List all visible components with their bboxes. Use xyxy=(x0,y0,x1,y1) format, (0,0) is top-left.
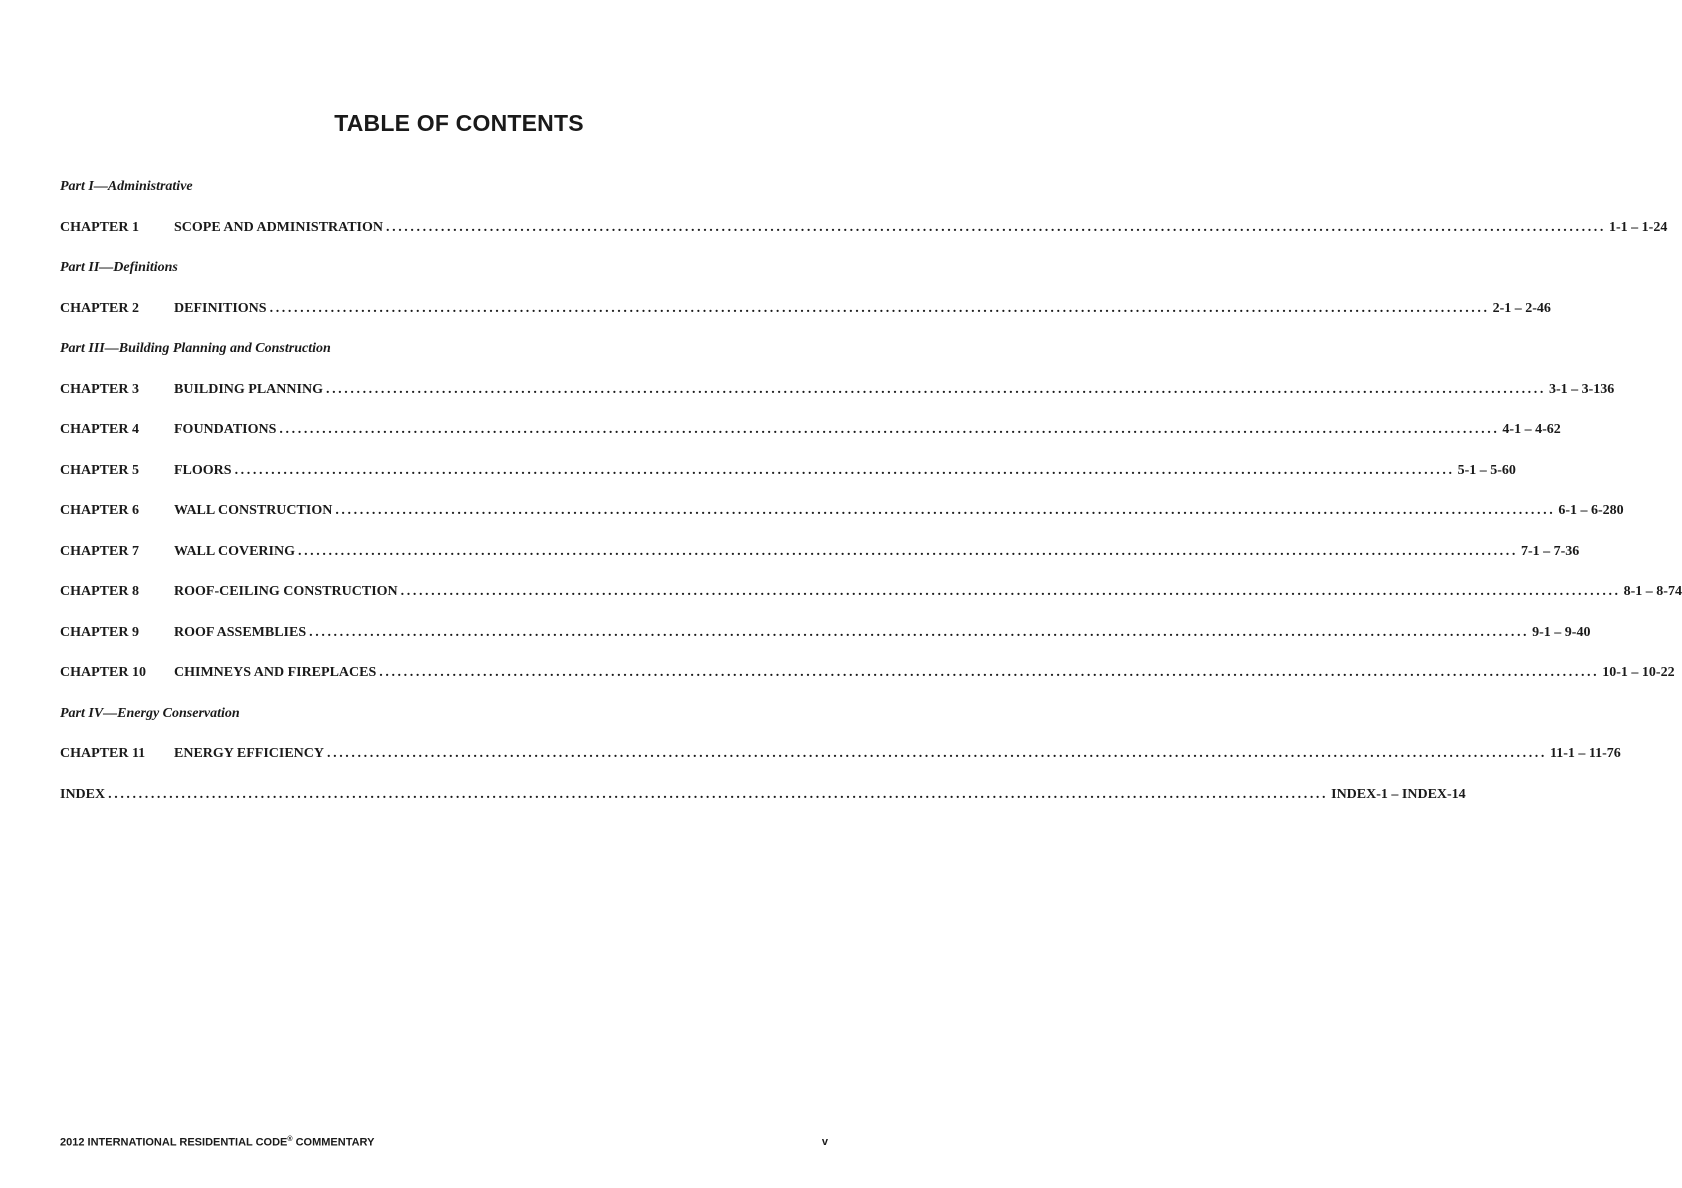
dot-leader: ........................................................................................................................................................................................................ xyxy=(297,543,1518,559)
page-range: 7-1 – 7-36 xyxy=(1520,543,1580,559)
chapter-title: WALL COVERING xyxy=(174,543,295,559)
chapter-title: CHIMNEYS AND FIREPLACES xyxy=(174,665,377,680)
page-range: 3-1 – 3-136 xyxy=(1548,381,1615,397)
page-range: 10-1 – 10-22 xyxy=(1602,665,1675,680)
page-range: 6-1 – 6-280 xyxy=(1558,503,1624,518)
toc-entry[interactable] xyxy=(60,541,1580,563)
chapter-title: INDEX xyxy=(60,786,106,802)
chapter-number: CHAPTER 10 xyxy=(60,665,146,680)
registered-mark: ® xyxy=(287,1136,293,1143)
chapter-number: CHAPTER 9 xyxy=(60,624,139,640)
chapter-title: WALL CONSTRUCTION xyxy=(174,503,333,518)
dot-leader: ........................................................................................................................................................................................................ xyxy=(234,462,1455,478)
chapter-title: ENERGY EFFICIENCY xyxy=(174,746,324,761)
toc-entry[interactable] xyxy=(60,622,1591,644)
toc-entry[interactable] xyxy=(60,662,1675,684)
page-number: v xyxy=(821,1136,828,1148)
part-heading: Part III—Building Planning and Construction xyxy=(60,341,331,356)
toc-entry[interactable] xyxy=(60,298,1551,320)
part-heading: Part II—Definitions xyxy=(60,260,178,275)
footer-title-suffix: COMMENTARY xyxy=(292,1136,375,1149)
toc-entry[interactable] xyxy=(60,419,1561,441)
toc-entry[interactable] xyxy=(60,379,1615,401)
footer-title: 2012 INTERNATIONAL RESIDENTIAL CODE xyxy=(60,1136,288,1149)
page-range: 9-1 – 9-40 xyxy=(1532,624,1591,640)
dot-leader: ........................................................................................................................................................................................................ xyxy=(400,584,1621,599)
page-range: 8-1 – 8-74 xyxy=(1623,584,1682,599)
chapter-number: CHAPTER 3 xyxy=(60,381,139,397)
chapter-title: FOUNDATIONS xyxy=(174,422,277,437)
dot-leader: ........................................................................................................................................................................................................ xyxy=(325,381,1546,397)
chapter-title: BUILDING PLANNING xyxy=(174,381,323,397)
page-range: 11-1 – 11-76 xyxy=(1550,746,1621,761)
toc-entry[interactable] xyxy=(60,500,1624,522)
chapter-number: CHAPTER 8 xyxy=(60,584,139,599)
dot-leader: ........................................................................................................................................................................................................ xyxy=(269,300,1490,316)
dot-leader: ........................................................................................................................................................................................................ xyxy=(386,219,1606,235)
chapter-number: CHAPTER 1 xyxy=(60,219,139,235)
chapter-number: CHAPTER 6 xyxy=(60,503,139,518)
chapter-title: ROOF ASSEMBLIES xyxy=(174,624,307,640)
page-range: 1-1 – 1-24 xyxy=(1609,219,1668,235)
page-title: TABLE OF CONTENTS xyxy=(334,110,584,136)
footer-publication xyxy=(60,1136,374,1149)
chapter-title: SCOPE AND ADMINISTRATION xyxy=(174,219,383,235)
dot-leader: ........................................................................................................................................................................................................ xyxy=(327,746,1547,761)
chapter-title: FLOORS xyxy=(174,462,232,478)
page-range: 4-1 – 4-62 xyxy=(1502,422,1561,437)
chapter-number: CHAPTER 4 xyxy=(60,422,139,437)
chapter-number: CHAPTER 2 xyxy=(60,300,139,316)
toc-entry[interactable] xyxy=(60,460,1516,482)
chapter-number: CHAPTER 11 xyxy=(60,746,146,761)
page-footer xyxy=(60,1136,828,1149)
dot-leader: ........................................................................................................................................................................................................ xyxy=(379,665,1600,680)
table-of-contents xyxy=(60,176,1682,824)
page-range: 2-1 – 2-46 xyxy=(1492,300,1551,316)
dot-leader: ........................................................................................................................................................................................................ xyxy=(335,503,1556,518)
toc-entry[interactable] xyxy=(60,581,1682,603)
toc-entry[interactable] xyxy=(60,217,1668,239)
part-heading: Part I—Administrative xyxy=(60,179,193,194)
dot-leader: ........................................................................................................................................................................................................ xyxy=(279,422,1500,437)
page-range: 5-1 – 5-60 xyxy=(1457,462,1516,478)
part-heading: Part IV—Energy Conservation xyxy=(60,705,240,721)
dot-leader: ........................................................................................................................................................................................................ xyxy=(309,624,1530,640)
chapter-title: DEFINITIONS xyxy=(174,300,267,316)
toc-entry[interactable] xyxy=(60,784,1466,806)
toc-entry[interactable] xyxy=(60,743,1621,765)
page-range: INDEX-1 – INDEX-14 xyxy=(1331,786,1466,802)
dot-leader: ........................................................................................................................................................................................................ xyxy=(108,786,1329,802)
chapter-title: ROOF-CEILING CONSTRUCTION xyxy=(174,584,398,599)
chapter-number: CHAPTER 5 xyxy=(60,462,139,478)
chapter-number: CHAPTER 7 xyxy=(60,543,139,559)
